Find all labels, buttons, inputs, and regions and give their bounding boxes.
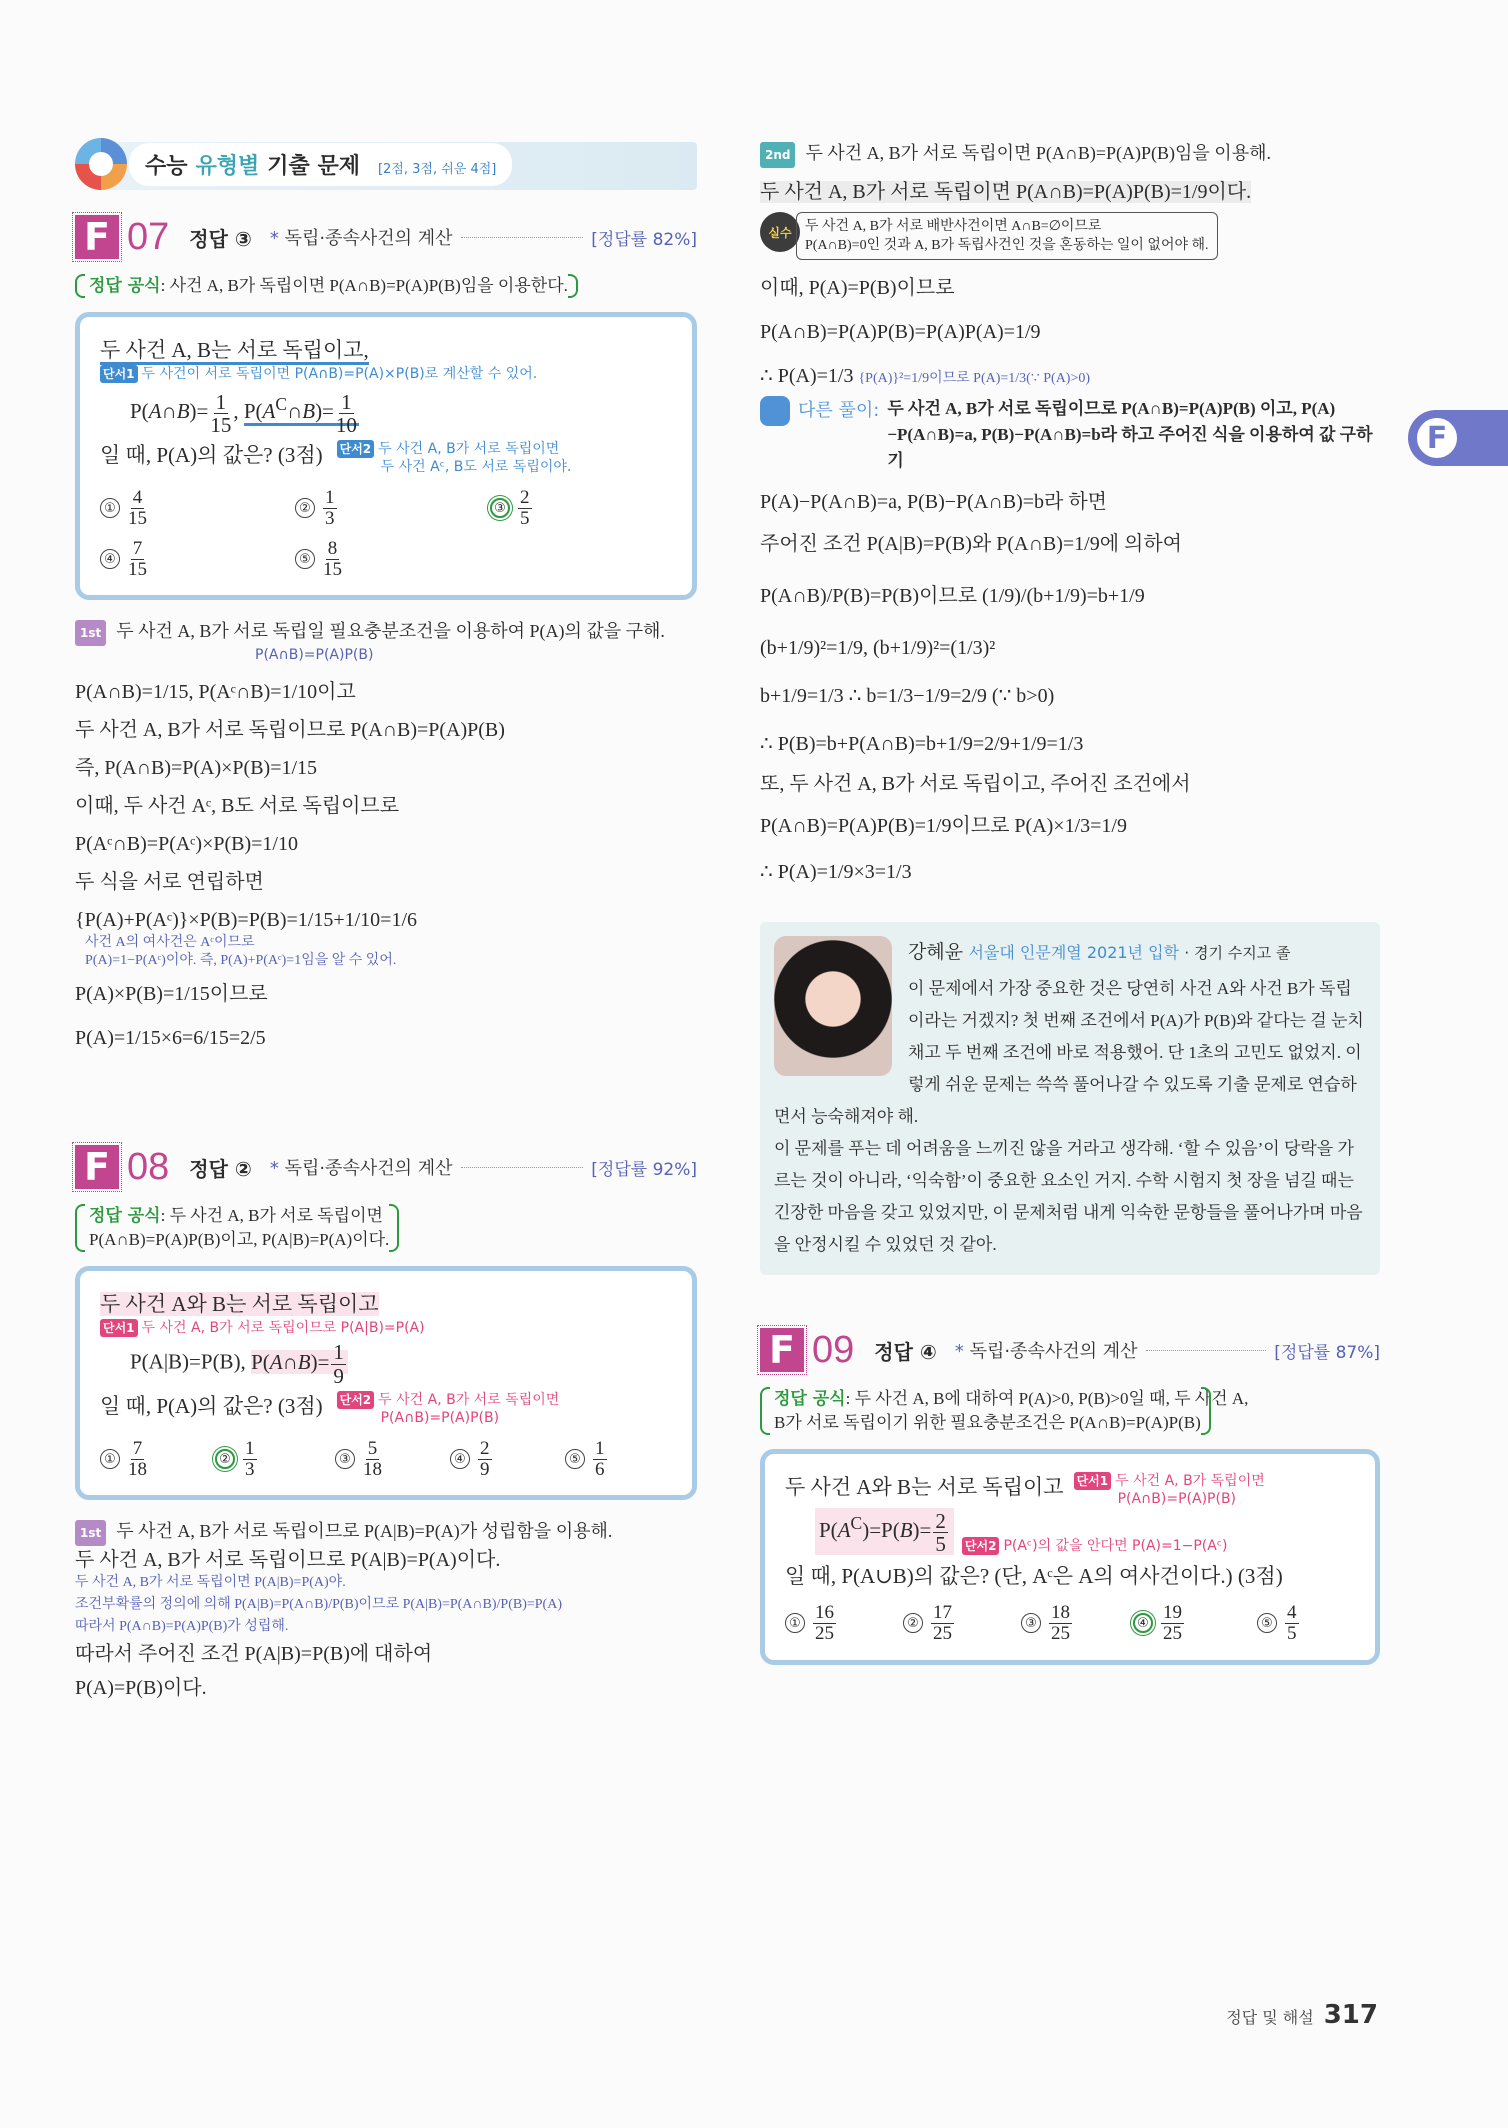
- choice-5[interactable]: ⑤ $\frac{4}{5}$: [1257, 1603, 1337, 1644]
- problem-header-f08: F 08 정답 ② * 독립·종속사건의 계산 [정답률 92%]: [75, 1142, 697, 1192]
- problem-letter: F: [75, 215, 119, 259]
- problem-header-f09: F 09 정답 ④ * 독립·종속사건의 계산 [정답률 87%]: [760, 1325, 1380, 1375]
- answer-label: 정답 ③: [189, 226, 252, 251]
- question-box-f09: 두 사건 A와 B는 서로 독립이고 단서1 두 사건 A, B가 독립이면 P(A∩B)=P(A)P(B) $P(A^C)=P(B)=$ $\frac{2}{5}$ 단서2 P(Aᶜ)의 값을 안다면 P(A)=1−P(Aᶜ) 일 때, P(A∪B)의 값은? (단, Aᶜ은 A의 여사건이다.) (3점) ① $\frac{16}{25}$ ② $\frac{17}{25}$ ③ $\frac{18}{25}$ ④ $\frac{19}{25}$ ⑤ $\frac{4}{5}$: [760, 1449, 1380, 1665]
- topic-tag: * 독립·종속사건의 계산: [269, 228, 453, 249]
- page-footer: 정답 및 해설 317: [1226, 2000, 1378, 2030]
- solution-f07: P(A∩B)=1/15, P(Aᶜ∩B)=1/10이고 두 사건 A, B가 서로 독립이므로 P(A∩B)=P(A)P(B) 즉, P(A∩B)=P(A)×P(B)=1/15 이때, 두 사건 Aᶜ, B도 서로 독립이므로 P(Aᶜ∩B)=P(Aᶜ)×P(B)=1/10 두 식을 서로 연립하면 {P(A)+P(Aᶜ)}×P(B)=P(B)=1/15+1/10=1/6 사건 A의 여사건은 Aᶜ이므로 P(A)=1−P(Aᶜ)이야. 즉, P(A)+P(Aᶜ)=1임을 알 수 있어. P(A)×P(B)=1/15이므로 P(A)=1/15×6=6/15=2/5: [75, 681, 505, 1050]
- choice-3-selected[interactable]: ③ $\frac{2}{5}$: [490, 488, 670, 529]
- section-banner: [75, 140, 697, 188]
- step-1: 1st 두 사건 A, B가 서로 독립일 필요충분조건을 이용하여 P(A)의 값을 구해. P(A∩B)=P(A)P(B): [75, 618, 697, 664]
- section-title: 수능 유형별 기출 문제 [2점, 3점, 쉬운 4점]: [129, 143, 512, 186]
- correct-rate: [정답률 82%]: [591, 229, 697, 250]
- reviewer-name: 강혜윤: [908, 941, 964, 963]
- given-equation: P(A|B)=P(B), P(A∩B)= $\frac{1}{9}$: [130, 1341, 672, 1386]
- choice-1[interactable]: ① $\frac{7}{18}$: [100, 1439, 215, 1480]
- question-ask: 일 때, P(A)의 값은? (3점): [100, 442, 323, 467]
- student-review: 강혜윤 서울대 인문계열 2021년 입학 · 경기 수지고 졸 이 문제에서 가장 중요한 것은 당연히 사건 A와 사건 B가 독립이라는 거겠지? 첫 번째 조건에서 P(A)가 P(B)와 같다는 걸 눈치채고 두 번째 조건에 바로 적용했어. 단 1초의 고민도 없었지. 이렇게 쉬운 문제는 쓱쓱 풀어나갈 수 있도록 기출 문제로 연습하면서 능숙해져야 해. 이 문제를 푸는 데 어려움을 느끼진 않을 거라고 생각해. ‘할 수 있음’이 당락을 가르는 것이 아니라, ‘익숙함’이 중요한 요소인 거지. 수학 시험지 첫 장을 넘길 때는 긴장한 마음을 갖고 있었지만, 이 문제처럼 내게 익숙한 문항들을 풀어나가며 마음을 안정시킬 수 있었던 것 같아.: [760, 922, 1380, 1275]
- given-equation: P(A∩B)= $\frac{1}{15}$ , $P(A^C\cap B)=$ $\frac{1}{10}$: [130, 389, 357, 437]
- step-1: 1st 두 사건 A, B가 서로 독립이므로 P(A|B)=P(A)가 성립함을 이용해.: [75, 1518, 697, 1546]
- answer-formula: 정답 공식: 두 사건 A, B에 대하여 P(A)>0, P(B)>0일 때, 두 사건 A, B가 서로 독립이기 위한 필요충분조건은 P(A∩B)=P(A)P(B): [760, 1387, 1262, 1435]
- chapter-tab-f[interactable]: [1408, 410, 1508, 466]
- answer-formula: 정답 공식: 두 사건 A, B가 서로 독립이면 P(A∩B)=P(A)P(B)이고, P(A|B)=P(A)이다.: [75, 1204, 403, 1252]
- step-2: 2nd 두 사건 A, B가 서로 독립이면 P(A∩B)=P(A)P(B)임을 이용해.: [760, 140, 1380, 168]
- mistake-warning: 실수 두 사건 A, B가 서로 배반사건이면 A∩B=∅이므로 P(A∩B)=0인 것과 A, B가 독립사건인 것을 혼동하는 일이 없어야 해.: [760, 212, 1380, 260]
- alt-solution-lines: P(A)−P(A∩B)=a, P(B)−P(A∩B)=b라 하면 주어진 조건 P(A|B)=P(B)와 P(A∩B)=1/9에 의하여 P(A∩B)/P(B)=P(B)이므로 (1/9)/(b+1/9)=b+1/9 (b+1/9)²=1/9, (b+1/9)²=(1/3)² b+1/9=1/3 ∴ b=1/3−1/9=2/9 (∵ b>0) ∴ P(B)=b+P(A∩B)=b+1/9=2/9+1/9=1/3 또, 두 사건 A, B가 서로 독립이고, 주어진 조건에서 P(A∩B)=P(A)P(B)=1/9이므로 P(A)×1/3=1/9 ∴ P(A)=1/9×3=1/3: [760, 491, 1191, 883]
- choice-4-selected[interactable]: ④ $\frac{19}{25}$: [1133, 1603, 1257, 1644]
- question-box-f07: [75, 312, 697, 600]
- avatar: [774, 936, 892, 1076]
- choice-1[interactable]: ① $\frac{16}{25}$: [785, 1603, 903, 1644]
- alternative-solution: 다른 풀이: 두 사건 A, B가 서로 독립이므로 P(A∩B)=P(A)P(B) 이고, P(A)−P(A∩B)=a, P(B)−P(A∩B)=b라 하고 주어진 식을 이용하여 값 구하기: [760, 396, 1380, 474]
- answer-choices: [100, 1439, 672, 1480]
- problem-header-f07: [75, 212, 697, 262]
- choice-4[interactable]: ④ $\frac{2}{9}$: [450, 1439, 565, 1480]
- hint-2: 단서2 두 사건 A, B가 서로 독립이면 두 사건 Aᶜ, B도 서로 독립이야.: [337, 440, 572, 476]
- choice-1[interactable]: ① $\frac{4}{15}$: [100, 488, 295, 529]
- chapter-letter: F: [1414, 415, 1460, 461]
- question-line: 두 사건 A, B는 서로 독립이고,: [100, 338, 369, 365]
- section-subtitle: [2점, 3점, 쉬운 4점]: [377, 161, 497, 177]
- answer-choices: [785, 1603, 1355, 1644]
- choice-2[interactable]: ② $\frac{1}{3}$: [295, 488, 490, 529]
- left-column: 수능 유형별 기출 문제 [2점, 3점, 쉬운 4점] F 07 정답 ③ * 독립·종속사건의 계산 [정답률 82%] 정답 공식: 사건 A, B가 독립이면 P(A∩B)=P(A)P(B)임을 이용한다. 두 사건 A, B는 서로 독립이고, 단서1 두 사건이 서로 독립이면 P(A∩B)=P(A)×P(B)로 계산할 수 있어. P(A∩B)= $\frac{1}{15}$ , $P(A^C\cap B)=$ $\frac{1}{10}$ 일 때, P(A)의 값은? (3점) 단서2 두 사건 A, B가 서로 독립이면 두 사건 Aᶜ, B도 서로 독립이야. ① $\frac{4}{15}$ ② $\frac{1}{3}$ ③ $\frac{2}{5}$ ④ $\frac{7}{15}$ ⑤ $\frac{8}{15}$ 1st 두 사건 A, B가 서로 독립일 필요충분조건을 이용하여 P(A)의 값을 구해. P(A∩B)=P(A)P(B) P(A∩B)=1/15, P(Aᶜ∩B)=1/10이고 두 사건 A, B가 서로 독립이므로 P(A∩B)=P(A)P(B) 즉, P(A∩B)=P(A)×P(B)=1/15 이때, 두 사건 Aᶜ, B도 서로 독립이므로 P(Aᶜ∩B)=P(Aᶜ)×P(B)=1/10 두 식을 서로 연립하면 {P(A)+P(Aᶜ)}×P(B)=P(B)=1/15+1/10=1/6 사건 A의 여사건은 Aᶜ이므로 P(A)=1−P(Aᶜ)이야. 즉, P(A)+P(Aᶜ)=1임을 알 수 있어. P(A)×P(B)=1/15이므로 P(A)=1/15×6=6/15=2/5 F 08 정답 ② * 독립·종속사건의 계산 [정답률 92%] 정답 공식: 두 사건 A, B가 서로 독립이면 P(A∩B)=P(A)P(B)이고, P(A|B)=P(A)이다. 두 사건 A와 B는 서로 독립이고 단서1 두 사건 A, B가 서로 독립이므로 P(A|B)=P(A) P(A|B)=P(B), P(A∩B)= $\frac{1}{9}$ 일 때, P(A)의 값은? (3점) 단서2 두 사건 A, B가 서로 독립이면 P(A∩B)=P(A)P(B) ① $\frac{7}{18}$ ② $\frac{1}{3}$ ③ $\frac{5}{18}$ ④ $\frac{2}{9}$ ⑤ $\frac{1}{6}$ 1st 두 사건 A, B가 서로 독립이므로 P(A|B)=P(A)가 성립함을 이용해. 두 사건 A, B가 서로 독립이므로 P(A|B)=P(A)이다. 두 사건 A, B가 서로 독립이면 P(A|B)=P(A)야. 조건부확률의 정의에 의해 P(A|B)=P(A∩B)/P(B)이므로 P(A|B)=P(A∩B)/P(B)=P(A) 따라서 P(A∩B)=P(A)P(B)가 성립해. 따라서 주어진 조건 P(A|B)=P(B)에 대하여 P(A)=P(B)이다.: [75, 140, 697, 1702]
- choice-3[interactable]: ③ $\frac{5}{18}$: [335, 1439, 450, 1480]
- question-box-f08: 두 사건 A와 B는 서로 독립이고 단서1 두 사건 A, B가 서로 독립이므로 P(A|B)=P(A) P(A|B)=P(B), P(A∩B)= $\frac{1}{9}$ 일 때, P(A)의 값은? (3점) 단서2 두 사건 A, B가 서로 독립이면 P(A∩B)=P(A)P(B) ① $\frac{7}{18}$ ② $\frac{1}{3}$ ③ $\frac{5}{18}$ ④ $\frac{2}{9}$ ⑤ $\frac{1}{6}$: [75, 1266, 697, 1500]
- answer-formula: 정답 공식: 사건 A, B가 독립이면 P(A∩B)=P(A)P(B)임을 이용한다.: [75, 274, 582, 298]
- section-logo-icon: [75, 138, 127, 190]
- choice-3[interactable]: ③ $\frac{18}{25}$: [1021, 1603, 1133, 1644]
- choice-2[interactable]: ② $\frac{17}{25}$: [903, 1603, 1021, 1644]
- choice-2-selected[interactable]: ② $\frac{1}{3}$: [215, 1439, 335, 1480]
- problem-number: 07: [127, 215, 170, 258]
- page-number: 317: [1323, 2000, 1378, 2030]
- choice-5[interactable]: ⑤ $\frac{1}{6}$: [565, 1439, 645, 1480]
- choice-4[interactable]: ④ $\frac{7}{15}$: [100, 539, 295, 580]
- hint-1: 단서1 두 사건이 서로 독립이면 P(A∩B)=P(A)×P(B)로 계산할 수 있어.: [100, 365, 672, 383]
- mistake-badge-icon: 실수: [760, 212, 800, 252]
- answer-choices: [100, 488, 672, 580]
- right-column: 2nd 두 사건 A, B가 서로 독립이면 P(A∩B)=P(A)P(B)임을 이용해. 두 사건 A, B가 서로 독립이면 P(A∩B)=P(A)P(B)=1/9이다. 실수 두 사건 A, B가 서로 배반사건이면 A∩B=∅이므로 P(A∩B)=0인 것과 A, B가 독립사건인 것을 혼동하는 일이 없어야 해. 이때, P(A)=P(B)이므로 P(A∩B)=P(A)P(B)=P(A)P(A)=1/9 ∴ P(A)=1/3 {P(A)}²=1/9이므로 P(A)=1/3(∵ P(A)>0) 다른 풀이: 두 사건 A, B가 서로 독립이므로 P(A∩B)=P(A)P(B) 이고, P(A)−P(A∩B)=a, P(B)−P(A∩B)=b라 하고 주어진 식을 이용하여 값 구하기 P(A)−P(A∩B)=a, P(B)−P(A∩B)=b라 하면 주어진 조건 P(A|B)=P(B)와 P(A∩B)=1/9에 의하여 P(A∩B)/P(B)=P(B)이므로 (1/9)/(b+1/9)=b+1/9 (b+1/9)²=1/9, (b+1/9)²=(1/3)² b+1/9=1/3 ∴ b=1/3−1/9=2/9 (∵ b>0) ∴ P(B)=b+P(A∩B)=b+1/9=2/9+1/9=1/3 또, 두 사건 A, B가 서로 독립이고, 주어진 조건에서 P(A∩B)=P(A)P(B)=1/9이므로 P(A)×1/3=1/9 ∴ P(A)=1/9×3=1/3 강혜윤 서울대 인문계열 2021년 입학 · 경기 수지고 졸 이 문제에서 가장 중요한 것은 당연히 사건 A와 사건 B가 독립이라는 거겠지? 첫 번째 조건에서 P(A)가 P(B)와 같다는 걸 눈치채고 두 번째 조건에 바로 적용했어. 단 1초의 고민도 없었지. 이렇게 쉬운 문제는 쓱쓱 풀어나갈 수 있도록 기출 문제로 연습하면서 능숙해져야 해. 이 문제를 푸는 데 어려움을 느끼진 않을 거라고 생각해. ‘할 수 있음’이 당락을 가르는 것이 아니라, ‘익숙함’이 중요한 요소인 거지. 수학 시험지 첫 장을 넘길 때는 긴장한 마음을 갖고 있었지만, 이 문제처럼 내게 익숙한 문항들을 풀어나가며 마음을 안정시킬 수 있었던 것 같아. F 09 정답 ④ * 독립·종속사건의 계산 [정답률 87%] 정답 공식: 두 사건 A, B에 대하여 P(A)>0, P(B)>0일 때, 두 사건 A, B가 서로 독립이기 위한 필요충분조건은 P(A∩B)=P(A)P(B) 두 사건 A와 B는 서로 독립이고 단서1 두 사건 A, B가 독립이면 P(A∩B)=P(A)P(B) $P(A^C)=P(B)=$ $\frac{2}{5}$ 단서2 P(Aᶜ)의 값을 안다면 P(A)=1−P(Aᶜ) 일 때, P(A∪B)의 값은? (단, Aᶜ은 A의 여사건이다.) (3점) ① $\frac{16}{25}$ ② $\frac{17}{25}$ ③ $\frac{18}{25}$ ④ $\frac{19}{25}$ ⑤ $\frac{4}{5}$: [760, 140, 1380, 1665]
- dice-icon: [760, 396, 790, 426]
- choice-5[interactable]: ⑤ $\frac{8}{15}$: [295, 539, 490, 580]
